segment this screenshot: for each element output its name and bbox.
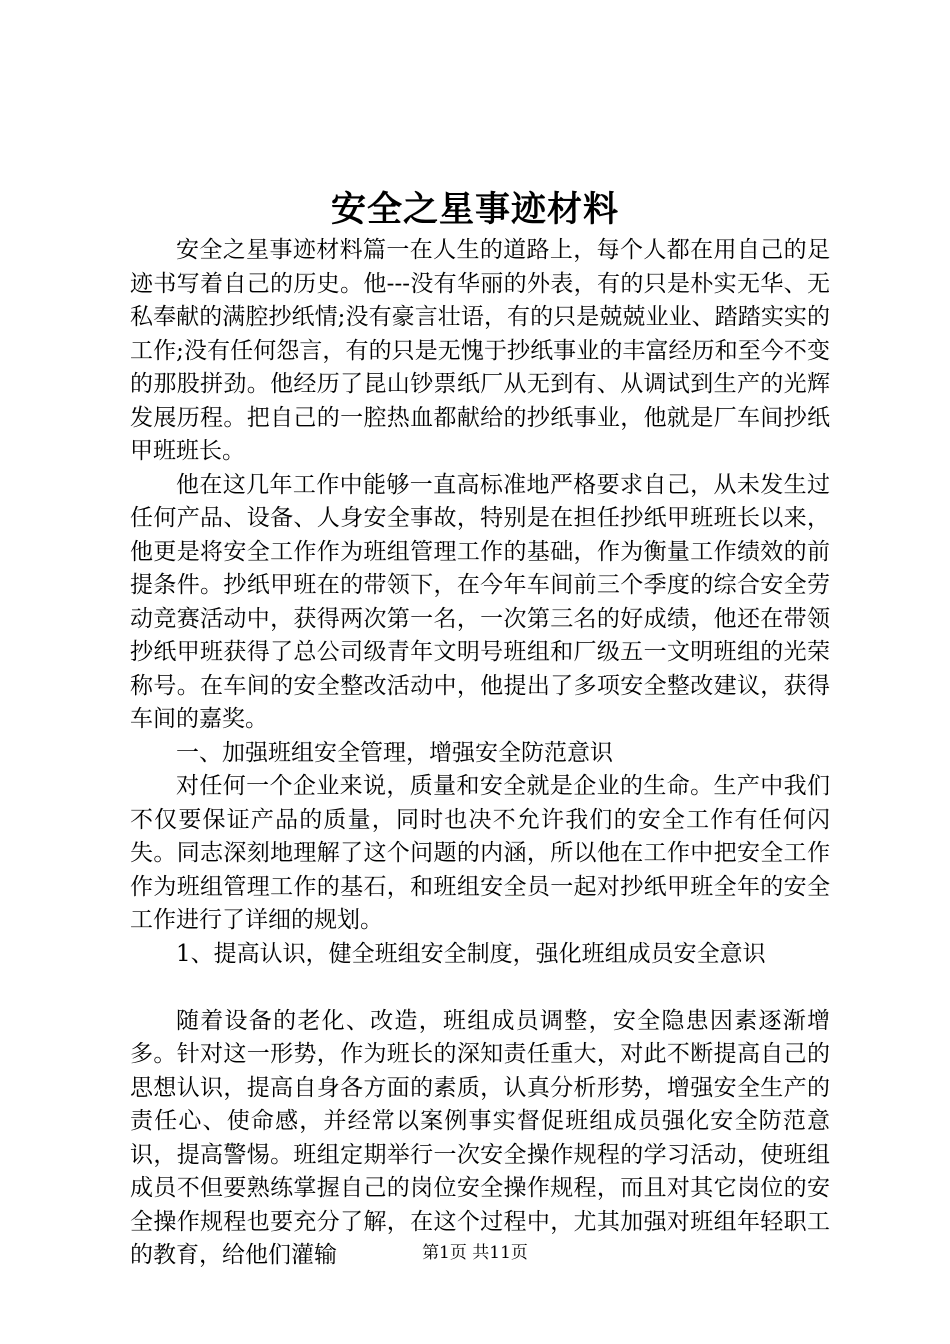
section-heading-1: 一、加强班组安全管理，增强安全防范意识	[176, 739, 613, 766]
page-footer: 第1页 共11页	[422, 1243, 528, 1263]
document-title: 安全之星事迹材料	[330, 189, 619, 230]
paragraph-achievements: 他在这几年工作中能够一直高标准地严格要求自己，从未发生过任何产品、设备、人身安全事故，特别是在担任抄纸甲班班长以来，他更是将安全工作作为班组管理工作的基础，作为衡量工作绩效的前提条件。抄纸甲班在的带领下，在今年车间前三个季度的综合安全劳动竞赛活动中，获得两次第一名，一次第三名的好成绩，他还在带领抄纸甲班获得了总公司级青年文明号班组和厂级五一文明班组的光荣称号。在车间的安全整改活动中，他提出了多项安全整改建议，获得车间的嘉奖。	[130, 471, 830, 732]
paragraph-awareness: 随着设备的老化、改造，班组成员调整，安全隐患因素逐渐增多。针对这一形势，作为班长的深知责任重大，对此不断提高自己的思想认识，提高自身各方面的素质，认真分析形势，增强安全生产的责任心、使命感，并经常以案例事实督促班组成员强化安全防范意识，提高警惕。班组定期举行一次安全操作规程的学习活动，使班组成员不但要熟练掌握自己的岗位安全操作规程，而且对其它岗位的安全操作规程也要充分了解，在这个过程中，尤其加强对班组年轻职工的教育，给他们灌输	[130, 1007, 830, 1268]
paragraph-intro: 安全之星事迹材料篇一在人生的道路上，每个人都在用自己的足迹书写着自己的历史。他---没有华丽的外表，有的只是朴实无华、无私奉献的满腔抄纸情;没有豪言壮语，有的只是兢兢业业、踏踏实实的工作;没有任何怨言，有的只是无愧于抄纸事业的丰富经历和至今不变的那股拼劲。他经历了昆山钞票纸厂从无到有、从调试到生产的光辉发展历程。把自己的一腔热血都献给的抄纸事业，他就是厂车间抄纸甲班班长。	[130, 237, 830, 464]
paragraph-safety-importance: 对任何一个企业来说，质量和安全就是企业的生命。生产中我们不仅要保证产品的质量，同时也决不允许我们的安全工作有任何闪失。同志深刻地理解了这个问题的内涵，所以他在工作中把安全工作作为班组管理工作的基石，和班组安全员一起对抄纸甲班全年的安全工作进行了详细的规划。	[130, 773, 830, 933]
subsection-heading-1: 1、提高认识，健全班组安全制度，强化班组成员安全意识	[176, 940, 766, 967]
document-body	[130, 234, 830, 1273]
